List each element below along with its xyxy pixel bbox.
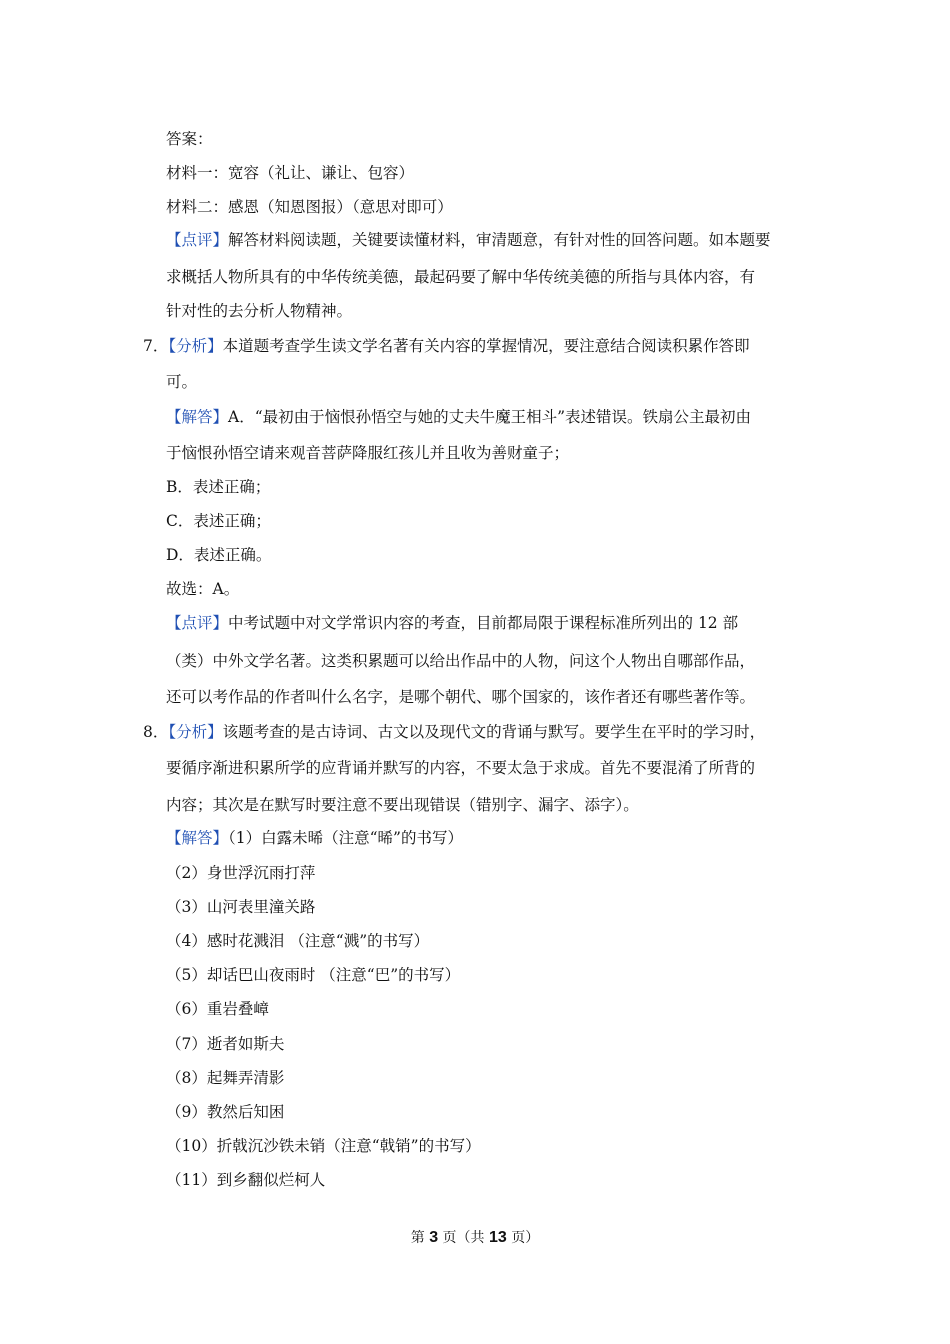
q6-answer-label: 答案： <box>166 130 213 148</box>
q7-comment-line-1: 【点评】中考试题中对文学常识内容的考查，目前都局限于课程标准所列出的 12 部 <box>166 614 739 632</box>
q8-answer-tag: 【解答】 <box>166 829 229 847</box>
q6-comment-tag: 【点评】 <box>166 231 229 249</box>
q7-analysis-line-1: 7．【分析】本道题考查学生读文学名著有关内容的掌握情况，要注意结合阅读积累作答即 <box>143 337 750 355</box>
q8-analysis-line-1: 8．【分析】该题考查的是古诗词、古文以及现代文的背诵与默写。要学生在平时的学习时， <box>143 723 766 741</box>
q7-analysis-tag: 【分析】 <box>168 337 223 355</box>
q6-comment-line-2: 求概括人物所具有的中华传统美德，最起码要了解中华传统美德的所指与具体内容，有 <box>166 268 756 286</box>
q6-comment-line-1: 【点评】解答材料阅读题，关键要读懂材料，审清题意，有针对性的回答问题。如本题要 <box>166 231 771 249</box>
q8-analysis-line-2: 要循序渐进积累所学的应背诵并默写的内容，不要太急于求成。首先不要混淆了所背的 <box>166 759 756 777</box>
q8-answer-2: （2）身世浮沉雨打萍 <box>166 864 316 882</box>
q8-answer-7: （7）逝者如斯夫 <box>166 1035 285 1053</box>
q8-answer-5: （5）却话巴山夜雨时 （注意“巴”的书写） <box>166 966 461 984</box>
q8-answer-9: （9）教然后知困 <box>166 1103 285 1121</box>
q6-comment-line-3: 针对性的去分析人物精神。 <box>166 302 353 320</box>
q8-answer-11: （11）到乡翻似烂柯人 <box>166 1171 326 1189</box>
q8-number: 8． <box>143 723 169 741</box>
q8-answer-8: （8）起舞弄清影 <box>166 1069 285 1087</box>
q8-answer-4: （4）感时花溅泪 （注意“溅”的书写） <box>166 932 430 950</box>
q8-analysis-line-3: 内容；其次是在默写时要注意不要出现错误（错别字、漏字、添字）。 <box>166 796 639 814</box>
q7-answer-line-2: 于恼恨孙悟空请来观音菩萨降服红孩儿并且收为善财童子； <box>166 444 570 462</box>
q7-number: 7． <box>143 337 169 355</box>
page-footer: 第 3 页（共 13 页） <box>410 1229 540 1246</box>
q6-material1: 材料一：宽容（礼让、谦让、包容） <box>166 164 415 182</box>
q8-answer-10: （10）折戟沉沙铁未销（注意“戟销”的书写） <box>166 1137 481 1155</box>
q7-option-b: B．表述正确； <box>166 478 271 496</box>
q6-material2: 材料二：感恩（知恩图报）（意思对即可） <box>166 198 453 216</box>
q7-choice: 故选：A。 <box>166 580 240 598</box>
q7-option-c: C．表述正确； <box>166 512 271 530</box>
q7-answer-line-1: 【解答】A．“最初由于恼恨孙悟空与她的丈夫牛魔王相斗”表述错误。铁扇公主最初由 <box>166 408 752 426</box>
q7-answer-tag: 【解答】 <box>166 408 229 426</box>
page-total: 13 <box>489 1229 507 1246</box>
q7-comment-line-3: 还可以考作品的作者叫什么名字，是哪个朝代、哪个国家的，该作者还有哪些著作等。 <box>166 688 756 706</box>
q8-analysis-tag: 【分析】 <box>168 723 223 741</box>
page-number: 3 <box>429 1229 439 1246</box>
q7-analysis-line-2: 可。 <box>166 373 198 391</box>
q8-answer-line-1: 【解答】（1）白露未晞（注意“晞”的书写） <box>166 829 463 847</box>
q7-option-d: D．表述正确。 <box>166 546 272 564</box>
q8-answer-6: （6）重岩叠嶂 <box>166 1000 269 1018</box>
q8-answer-3: （3）山河表里潼关路 <box>166 898 316 916</box>
q7-comment-tag: 【点评】 <box>166 614 229 632</box>
q7-comment-line-2: （类）中外文学名著。这类积累题可以给出作品中的人物，问这个人物出自哪部作品， <box>166 652 756 670</box>
